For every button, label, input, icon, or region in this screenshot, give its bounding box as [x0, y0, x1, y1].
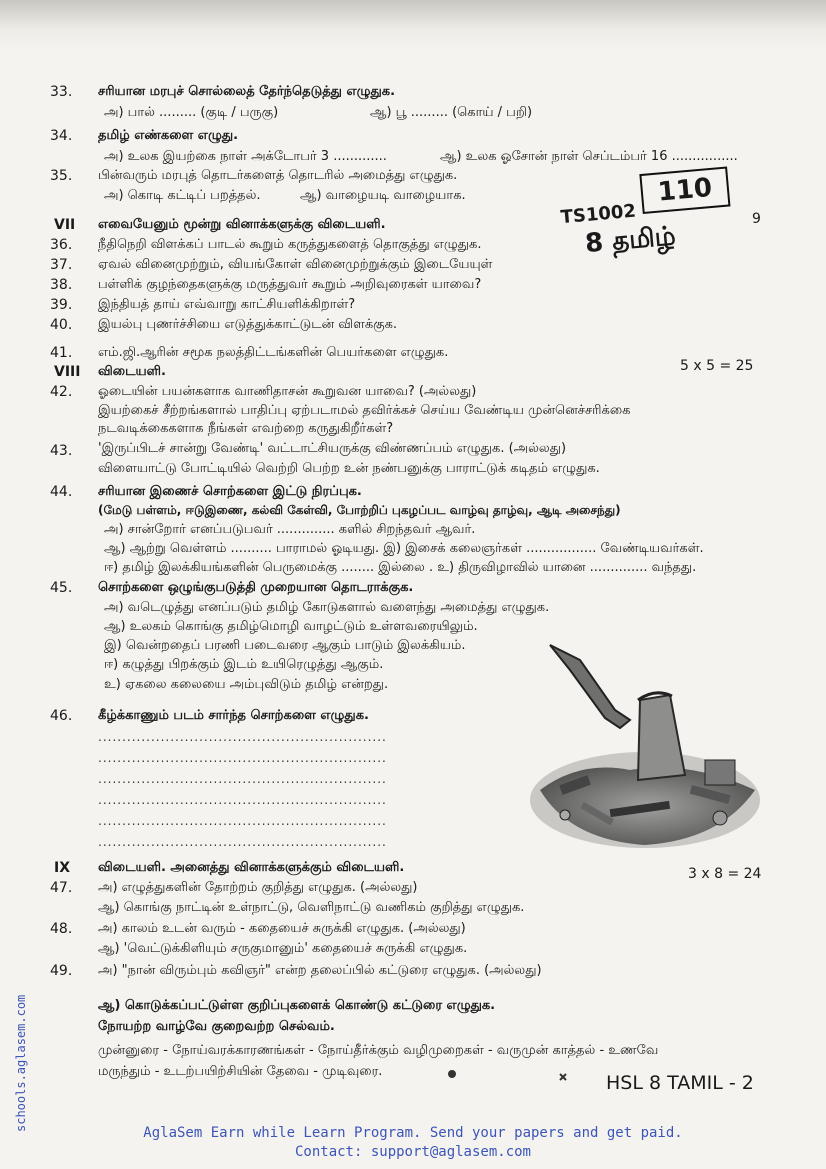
q45-item-d: ஈ) கழுத்து பிறக்கும் இடம் உயிரெழுத்து ஆகும்.	[104, 657, 384, 672]
q44-number: 44.	[50, 484, 73, 500]
q44-text: சரியான இணைச் சொற்களை இட்டு நிரப்புக.	[98, 484, 362, 499]
q44-options: (மேடு பள்ளம், ஈடுஇணை, கல்வி கேள்வி, போற்றிப் புகழப்பட வாழ்வு தாழ்வு, ஆடி அசைந்து)	[98, 503, 621, 517]
q45-number: 45.	[50, 580, 73, 596]
q34-option-b: ஆ) உலக ஓசோன் நாள் செப்டம்பர் 16 ................	[440, 149, 738, 164]
q34-option-a: அ) உலக இயற்கை நாள் அக்டோபர் 3 .............	[104, 149, 387, 164]
q45-item-a: அ) வடெழுத்து எனப்படும் தமிழ் கோடுகளால் வளைந்து அமைத்து எழுதுக.	[104, 600, 550, 615]
q36-text: நீதிநெறி விளக்கப் பாடல் கூறும் கருத்துகளைத் தொகுத்து எழுதுக.	[98, 237, 482, 252]
q39-number: 39.	[50, 297, 73, 313]
paper-code-stamp	[549, 162, 736, 269]
q33-option-a: அ) பால் ......... (குடி / பருகு)	[104, 105, 279, 120]
section-9-title: விடையளி. அனைத்து வினாக்களுக்கும் விடையளி.	[98, 860, 405, 875]
q33-option-b: ஆ) பூ ......... (கொய் / பறி)	[370, 105, 533, 120]
q48-option-b: ஆ) 'வெட்டுக்கிளியும் சருகுமானும்' கதையைச் சுருக்கி எழுதுக.	[98, 941, 468, 956]
q35-number: 35.	[50, 168, 73, 184]
section-9-roman: IX	[54, 860, 71, 876]
q42-number: 42.	[50, 384, 73, 400]
q44-blank-a: அ) சான்றோர் எனப்படுபவர் .............. களில் சிறந்தவர் ஆவர்.	[104, 522, 476, 537]
q46-answer-line-3: ............................................................	[98, 772, 387, 786]
q42-line2: இயற்கைச் சீற்றங்களால் பாதிப்பு ஏற்படாமல் தவிர்க்கச் செய்ய வேண்டிய முன்னெச்சரிக்கை	[98, 403, 631, 418]
q47-number: 47.	[50, 880, 73, 896]
q36-number: 36.	[50, 237, 73, 253]
q46-text: கீழ்க்காணும் படம் சார்ந்த சொற்களை எழுதுக.	[98, 708, 369, 723]
side-watermark-url[interactable]: schools.aglasem.com	[14, 994, 28, 1132]
q49-option-a: அ) "நான் விரும்பும் கவிஞர்" என்ற தலைப்பில் கட்டுரை எழுதுக. (அல்லது)	[98, 963, 542, 978]
stamp-subject: 8 தமிழ்	[583, 221, 677, 260]
q49-option-b: ஆ) கொடுக்கப்பட்டுள்ள குறிப்புகளைக் கொண்டு கட்டுரை எழுதுக.	[98, 998, 496, 1013]
q35-text: பின்வரும் மரபுத் தொடர்களைத் தொடரில் அமைத்து எழுதுக.	[98, 168, 458, 183]
q43-number: 43.	[50, 443, 73, 459]
q40-text: இயல்பு புணர்ச்சியை எடுத்துக்காட்டுடன் விளக்குக.	[98, 317, 398, 332]
q43-line2: விளையாட்டு போட்டியில் வெற்றி பெற்ற உன் நண்பனுக்கு பாராட்டுக் கடிதம் எழுதுக.	[98, 461, 600, 476]
q44-blank-c: ஈ) தமிழ் இலக்கியங்களின் பெருமைக்கு ........ இல்லை . உ) திருவிழாவில் யானை .............. வந்தது.	[104, 560, 697, 575]
paper-footer-code: HSL 8 TAMIL - 2	[606, 1072, 754, 1094]
q34-number: 34.	[50, 128, 73, 144]
q46-answer-line-6: ............................................................	[98, 835, 387, 849]
q45-item-b: ஆ) உலகம் கொங்கு தமிழ்மொழி வாழட்டும் உள்ளவரையிலும்.	[104, 619, 478, 634]
section-8-roman: VIII	[54, 364, 81, 380]
q48-number: 48.	[50, 921, 73, 937]
q49-hints-line2: மருந்தும் - உடற்பயிற்சியின் தேவை - முடிவுரை.	[98, 1064, 383, 1079]
q45-text: சொற்களை ஒழுங்குபடுத்தி முறையான தொடராக்குக.	[98, 580, 414, 595]
scan-top-band	[0, 0, 826, 48]
q43-line1: 'இருப்பிடச் சான்று வேண்டி' வட்டாட்சியருக்கு விண்ணப்பம் எழுதுக. (அல்லது)	[98, 441, 567, 456]
q49-hints-line1: முன்னுரை - நோய்வரக்காரணங்கள் - நோய்தீர்க்கும் வழிமுறைகள் - வருமுன் காத்தல் - உணவே	[98, 1043, 659, 1058]
stamp-box-number: 110	[639, 166, 730, 214]
section-7-title: எவையேனும் மூன்று வினாக்களுக்கு விடையளி.	[98, 217, 386, 232]
q41-text: எம்.ஜி.ஆரின் சமூக நலத்திட்டங்களின் பெயர்களை எழுதுக.	[98, 345, 449, 360]
contact-email-link[interactable]: Contact: support@aglasem.com	[294, 1144, 531, 1160]
q34-text: தமிழ் எண்களை எழுது.	[98, 128, 239, 143]
q38-number: 38.	[50, 277, 73, 293]
q33-number: 33.	[50, 84, 73, 100]
stamp-code: TS1002	[559, 200, 637, 229]
q39-text: இந்தியத் தாய் எவ்வாறு காட்சியளிக்கிறாள்?	[98, 297, 356, 312]
q49-essay-title: நோயற்ற வாழ்வே குறைவற்ற செல்வம்.	[98, 1019, 335, 1034]
q47-option-b: ஆ) கொங்கு நாட்டின் உள்நாட்டு, வெளிநாட்டு வணிகம் குறித்து எழுதுக.	[98, 900, 525, 915]
section-7-roman: VII	[54, 217, 76, 233]
q37-text: ஏவல் வினைமுற்றும், வியங்கோள் வினைமுற்றுக்கும் இடையேயுள்	[98, 257, 493, 272]
q46-answer-line-2: ............................................................	[98, 751, 387, 765]
q37-number: 37.	[50, 257, 73, 273]
q42-line1: ஓடையின் பயன்களாக வாணிதாசன் கூறுவன யாவை? (அல்லது)	[98, 384, 477, 399]
q41-number: 41.	[50, 345, 73, 361]
q33-text: சரியான மரபுச் சொல்லைத் தேர்ந்தெடுத்து எழுதுக.	[98, 84, 396, 99]
section-9-marks: 3 x 8 = 24	[688, 866, 762, 882]
q45-item-e: உ) ஏகலை கலையை அம்புவிடும் தமிழ் என்றது.	[104, 677, 389, 692]
q40-number: 40.	[50, 317, 73, 333]
section-8-title: விடையளி.	[98, 364, 166, 379]
q46-picture-illustration	[520, 640, 770, 855]
section-8-marks: 5 x 5 = 25	[680, 358, 754, 374]
q42-line3: நடவடிக்கைகளாக நீங்கள் எவற்றை கருதுகிறீர்கள்?	[98, 421, 394, 436]
promo-line-1: AglaSem Earn while Learn Program. Send your papers and get paid.	[143, 1125, 683, 1141]
ink-blot-marks	[440, 1060, 580, 1100]
q35-option-a: அ) கொடி கட்டிப் பறத்தல்.	[104, 188, 261, 203]
q35-option-b: ஆ) வாழையடி வாழையாக.	[300, 188, 466, 203]
q46-number: 46.	[50, 708, 73, 724]
q46-answer-line-4: ............................................................	[98, 793, 387, 807]
section-7-marks: 9	[752, 211, 761, 227]
q45-item-c: இ) வென்றதைப் பரணி படைவரை ஆகும் பாடும் இலக்கியம்.	[104, 638, 466, 653]
q44-blank-b: ஆ) ஆற்று வெள்ளம் .......... பாராமல் ஓடியது. இ) இசைக் கலைஞர்கள் ................. வேண்டியவர்கள்.	[104, 541, 704, 556]
q46-answer-line-1: ............................................................	[98, 730, 387, 744]
q47-option-a: அ) எழுத்துகளின் தோற்றம் குறித்து எழுதுக. (அல்லது)	[98, 880, 418, 895]
q46-answer-line-5: ............................................................	[98, 814, 387, 828]
q49-number: 49.	[50, 963, 73, 979]
q38-text: பள்ளிக் குழந்தைகளுக்கு மருத்துவர் கூறும் அறிவுரைகள் யாவை?	[98, 277, 482, 292]
q48-option-a: அ) காலம் உடன் வரும் - கதையைச் சுருக்கி எழுதுக. (அல்லது)	[98, 921, 466, 936]
